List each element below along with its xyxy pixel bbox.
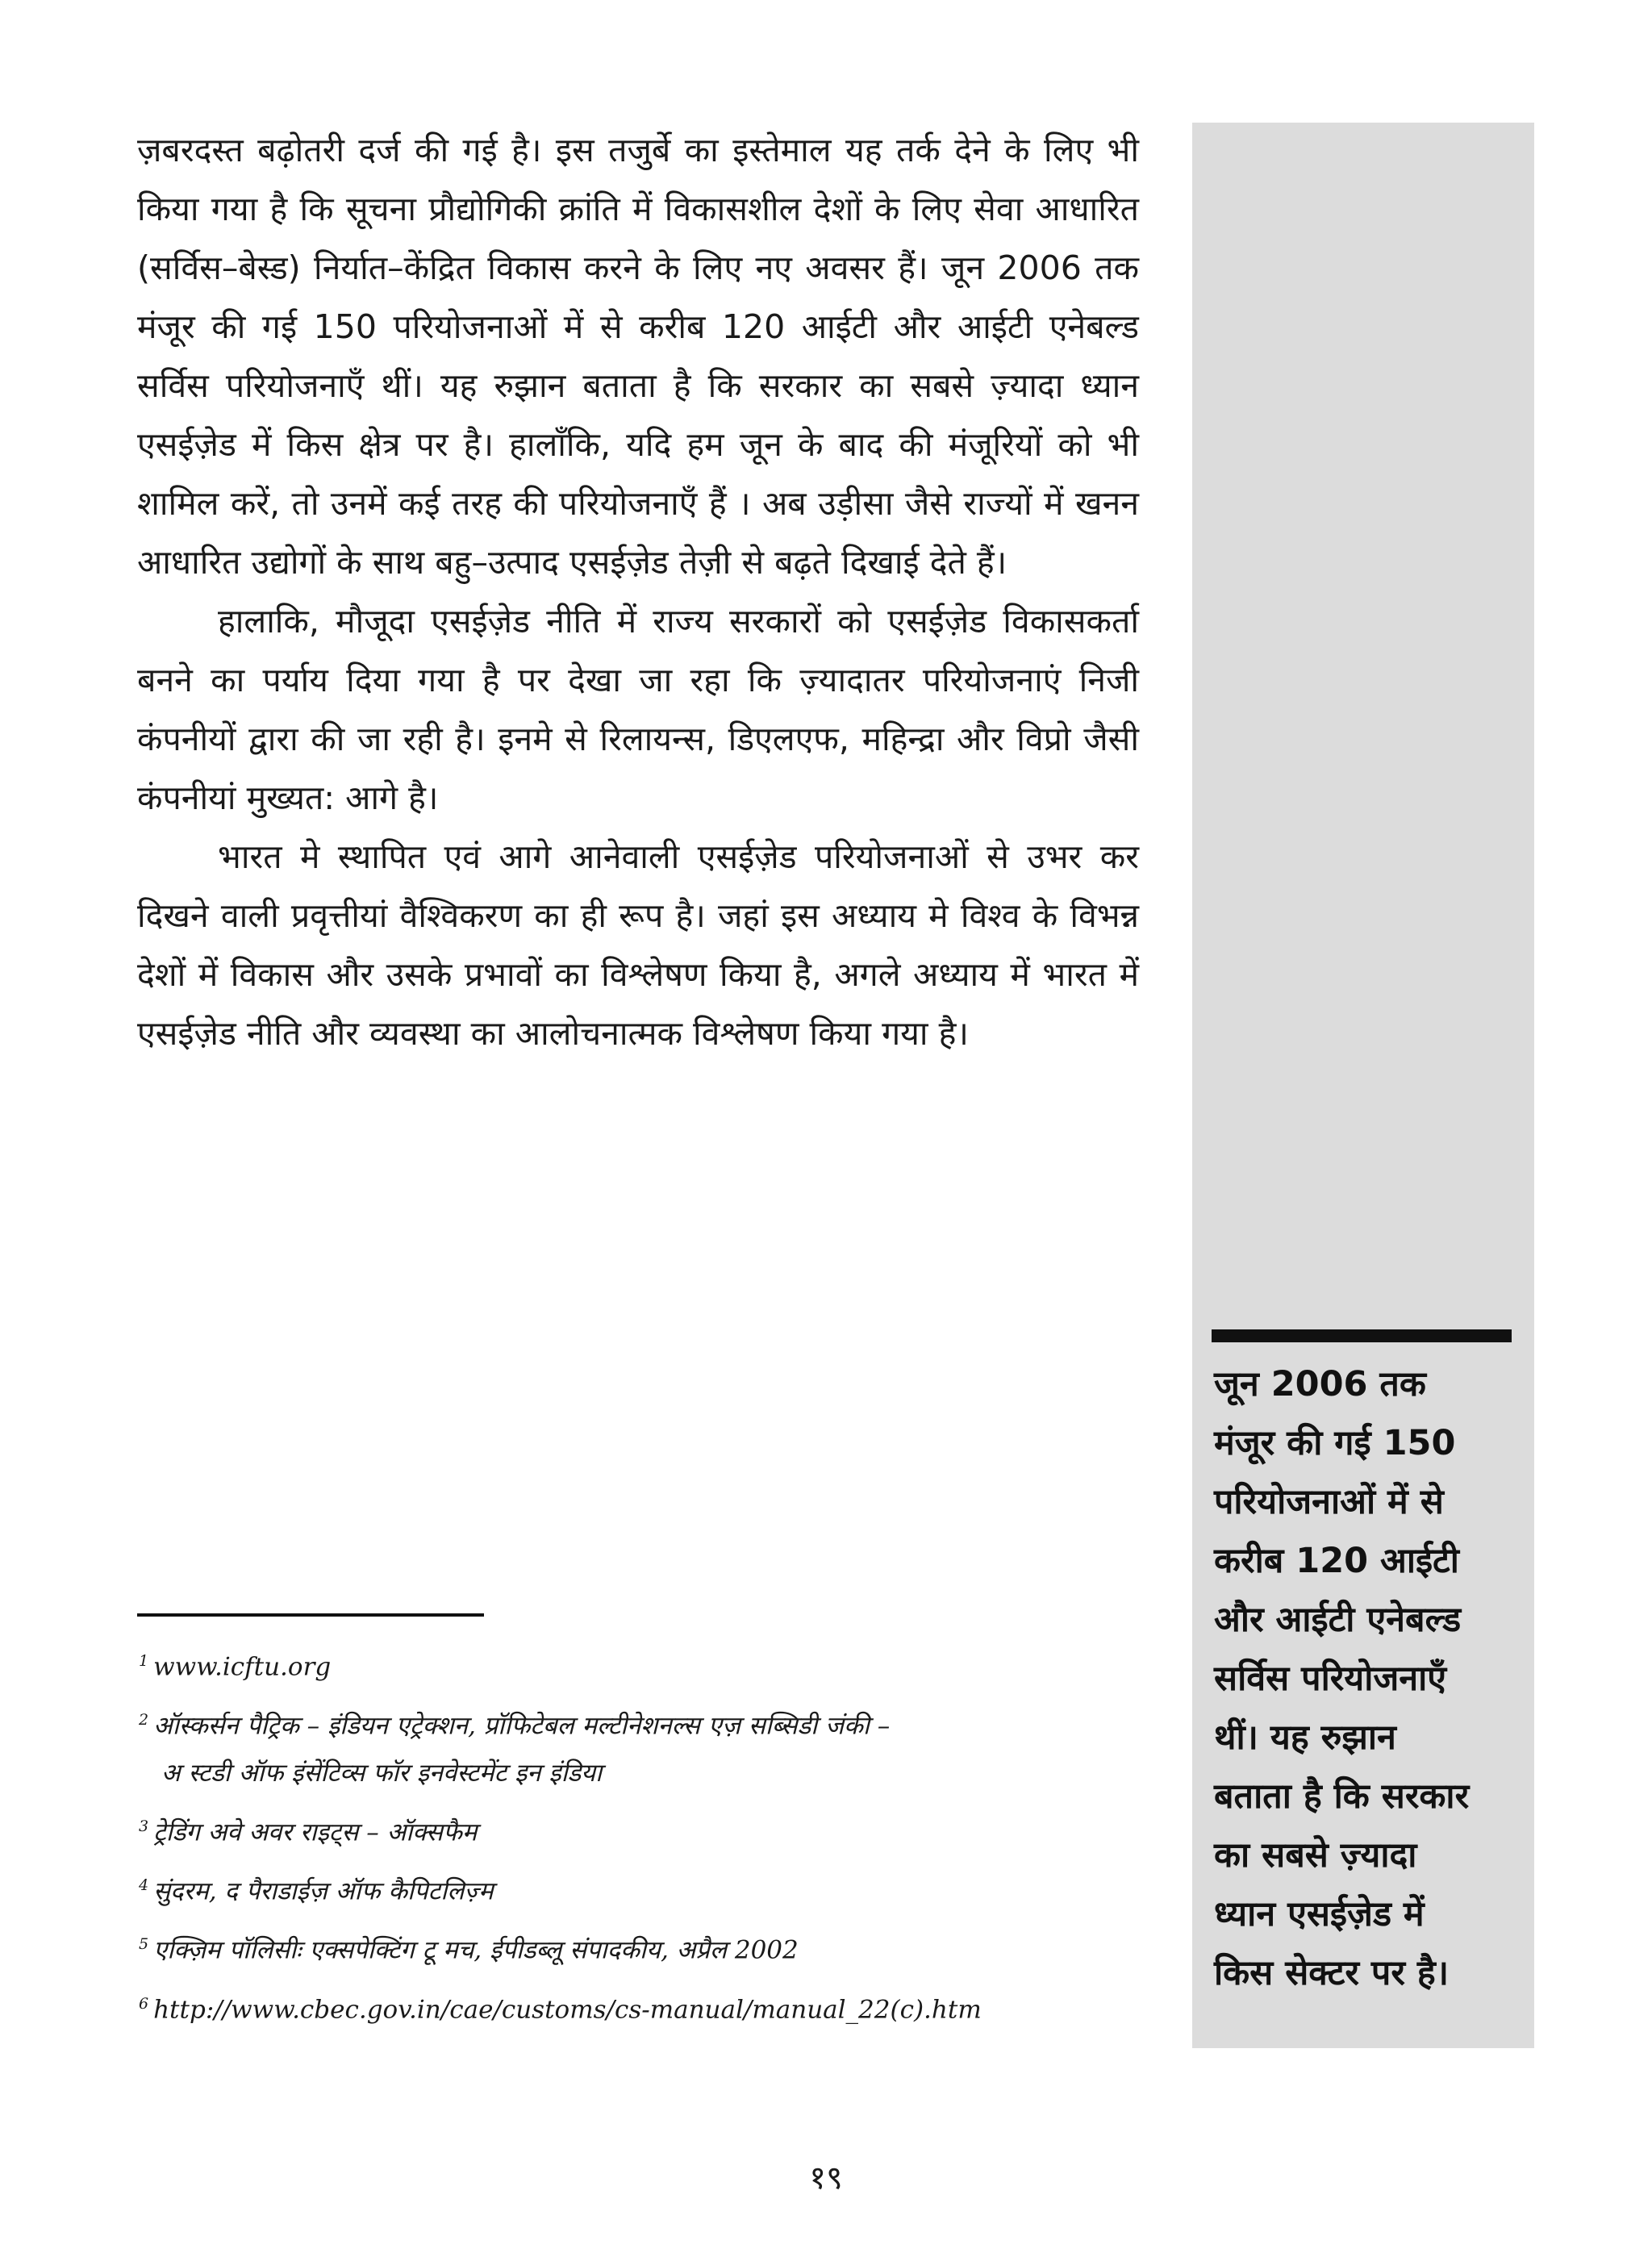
pull-quote	[1214, 1355, 1529, 2003]
pull-quote-line: करीब 120 आईटी	[1214, 1541, 1459, 1581]
footnote-4	[139, 1862, 1155, 1914]
pull-quote-line: जून 2006 तक	[1214, 1364, 1426, 1404]
pull-quote-line: मंजूर की गई 150	[1214, 1423, 1456, 1463]
footnote-separator	[137, 1613, 484, 1617]
footnote-number: 1	[139, 1652, 149, 1670]
footnote-3	[139, 1803, 1155, 1855]
footnote-number: 3	[139, 1817, 149, 1835]
pull-quote-line: और आईटी एनेबल्ड	[1214, 1600, 1462, 1640]
footnote-text: एक्ज़िम पॉलिसीः एक्सपेक्टिंग टू मच, ईपीडब्लू संपादकीय, अप्रैल 2002	[153, 1935, 799, 1965]
footnote-number: 5	[139, 1935, 149, 1954]
footnote-number: 6	[139, 1994, 149, 2013]
footnote-number: 4	[139, 1876, 149, 1894]
footnote-5	[139, 1921, 1155, 1973]
footnote-6	[139, 1980, 1155, 2033]
pull-quote-line: किस सेक्टर पर है।	[1214, 1953, 1450, 1993]
footnote-text: ट्रेडिंग अवे अवर राइट्स – ऑक्सफैम	[153, 1817, 478, 1846]
footnote-text: सुंदरम, द पैराडाईज़ ऑफ कैपिटलिज़्म	[153, 1876, 494, 1906]
paragraph-3: भारत मे स्थापित एवं आगे आनेवाली एसईज़ेड परियोजनाओं से उभर कर दिखने वाली प्रवृत्तीयां वैश्विकरण का ही रूप है। जहां इस अध्याय मे विश्व के विभन्न देशों में विकास और उसके प्रभावों का विश्लेषण किया है, अगले अध्याय में भारत में एसईज़ेड नीति और व्यवस्था का आलोचनात्मक विश्लेषण किया गया है।	[137, 837, 1139, 1053]
paragraph-1: ज़बरदस्त बढ़ोतरी दर्ज की गई है। इस तजुर्बे का इस्तेमाल यह तर्क देने के लिए भी किया गया है कि सूचना प्रौद्योगिकी क्रांति में विकासशील देशों के लिए सेवा आधारित (सर्विस–बेस्ड) निर्यात–केंद्रित विकास करने के लिए नए अवसर हैं। जून 2006 तक मंजूर की गई 150 परियोजनाओं में से करीब 120 आईटी और आईटी एनेबल्ड सर्विस परियोजनाएँ थीं। यह रुझान बताता है कि सरकार का सबसे ज़्यादा ध्यान एसईज़ेड में किस क्षेत्र पर है। हालाँकि, यदि हम जून के बाद की मंजूरियों को भी शामिल करें, तो उनमें कई तरह की परियोजनाएँ हैं । अब उड़ीसा जैसे राज्यों में खनन आधारित उद्योगों के साथ बहु–उत्पाद एसईज़ेड तेज़ी से बढ़ते दिखाई देते हैं।	[137, 131, 1139, 582]
pull-quote-line: सर्विस परियोजनाएँ	[1214, 1659, 1447, 1699]
pull-quote-line: परियोजनाओं में से	[1214, 1482, 1444, 1522]
footnote-1	[139, 1638, 1155, 1690]
pull-quote-line: बताता है कि सरकार	[1214, 1776, 1470, 1817]
main-text	[137, 121, 1139, 1063]
pull-quote-line: का सबसे ज़्यादा	[1214, 1835, 1417, 1876]
footnote-2	[139, 1696, 1155, 1796]
pull-quote-line: थीं। यह रुझान	[1214, 1717, 1396, 1758]
footnotes	[139, 1638, 1155, 2039]
footnote-link[interactable]: http://www.cbec.gov.in/cae/customs/cs-manual/manual_22(c).htm	[153, 1994, 982, 2024]
footnote-text: www.icftu.org	[153, 1652, 332, 1682]
footnote-number: 2	[139, 1711, 149, 1730]
paragraph-2: हालाकि, मौजूदा एसईज़ेड नीति में राज्य सरकारों को एसईज़ेड विकासकर्ता बनने का पर्याय दिया गया है पर देखा जा रहा कि ज़्यादातर परियोजनाएं निजी कंपनीयों द्वारा की जा रही है। इनमे से रिलायन्स, डिएलएफ, महिन्द्रा और विप्रो जैसी कंपनीयां मुख्यत: आगे है।	[137, 602, 1139, 817]
footnote-text: ऑस्कर्सन पैट्रिक – इंडियन एट्रेक्शन, प्रॉफिटेबल मल्टीनेशनल्स एज़ सब्सिडी जंकी –	[153, 1711, 891, 1741]
footnote-continuation: अ स्टडी ऑफ इंसेंटिव्स फॉर इनवेस्टमेंट इन इंडिया	[161, 1758, 603, 1788]
pull-quote-line: ध्यान एसईज़ेड में	[1214, 1894, 1425, 1934]
pull-quote-rule	[1212, 1329, 1512, 1342]
page-number: १९	[809, 2159, 843, 2197]
